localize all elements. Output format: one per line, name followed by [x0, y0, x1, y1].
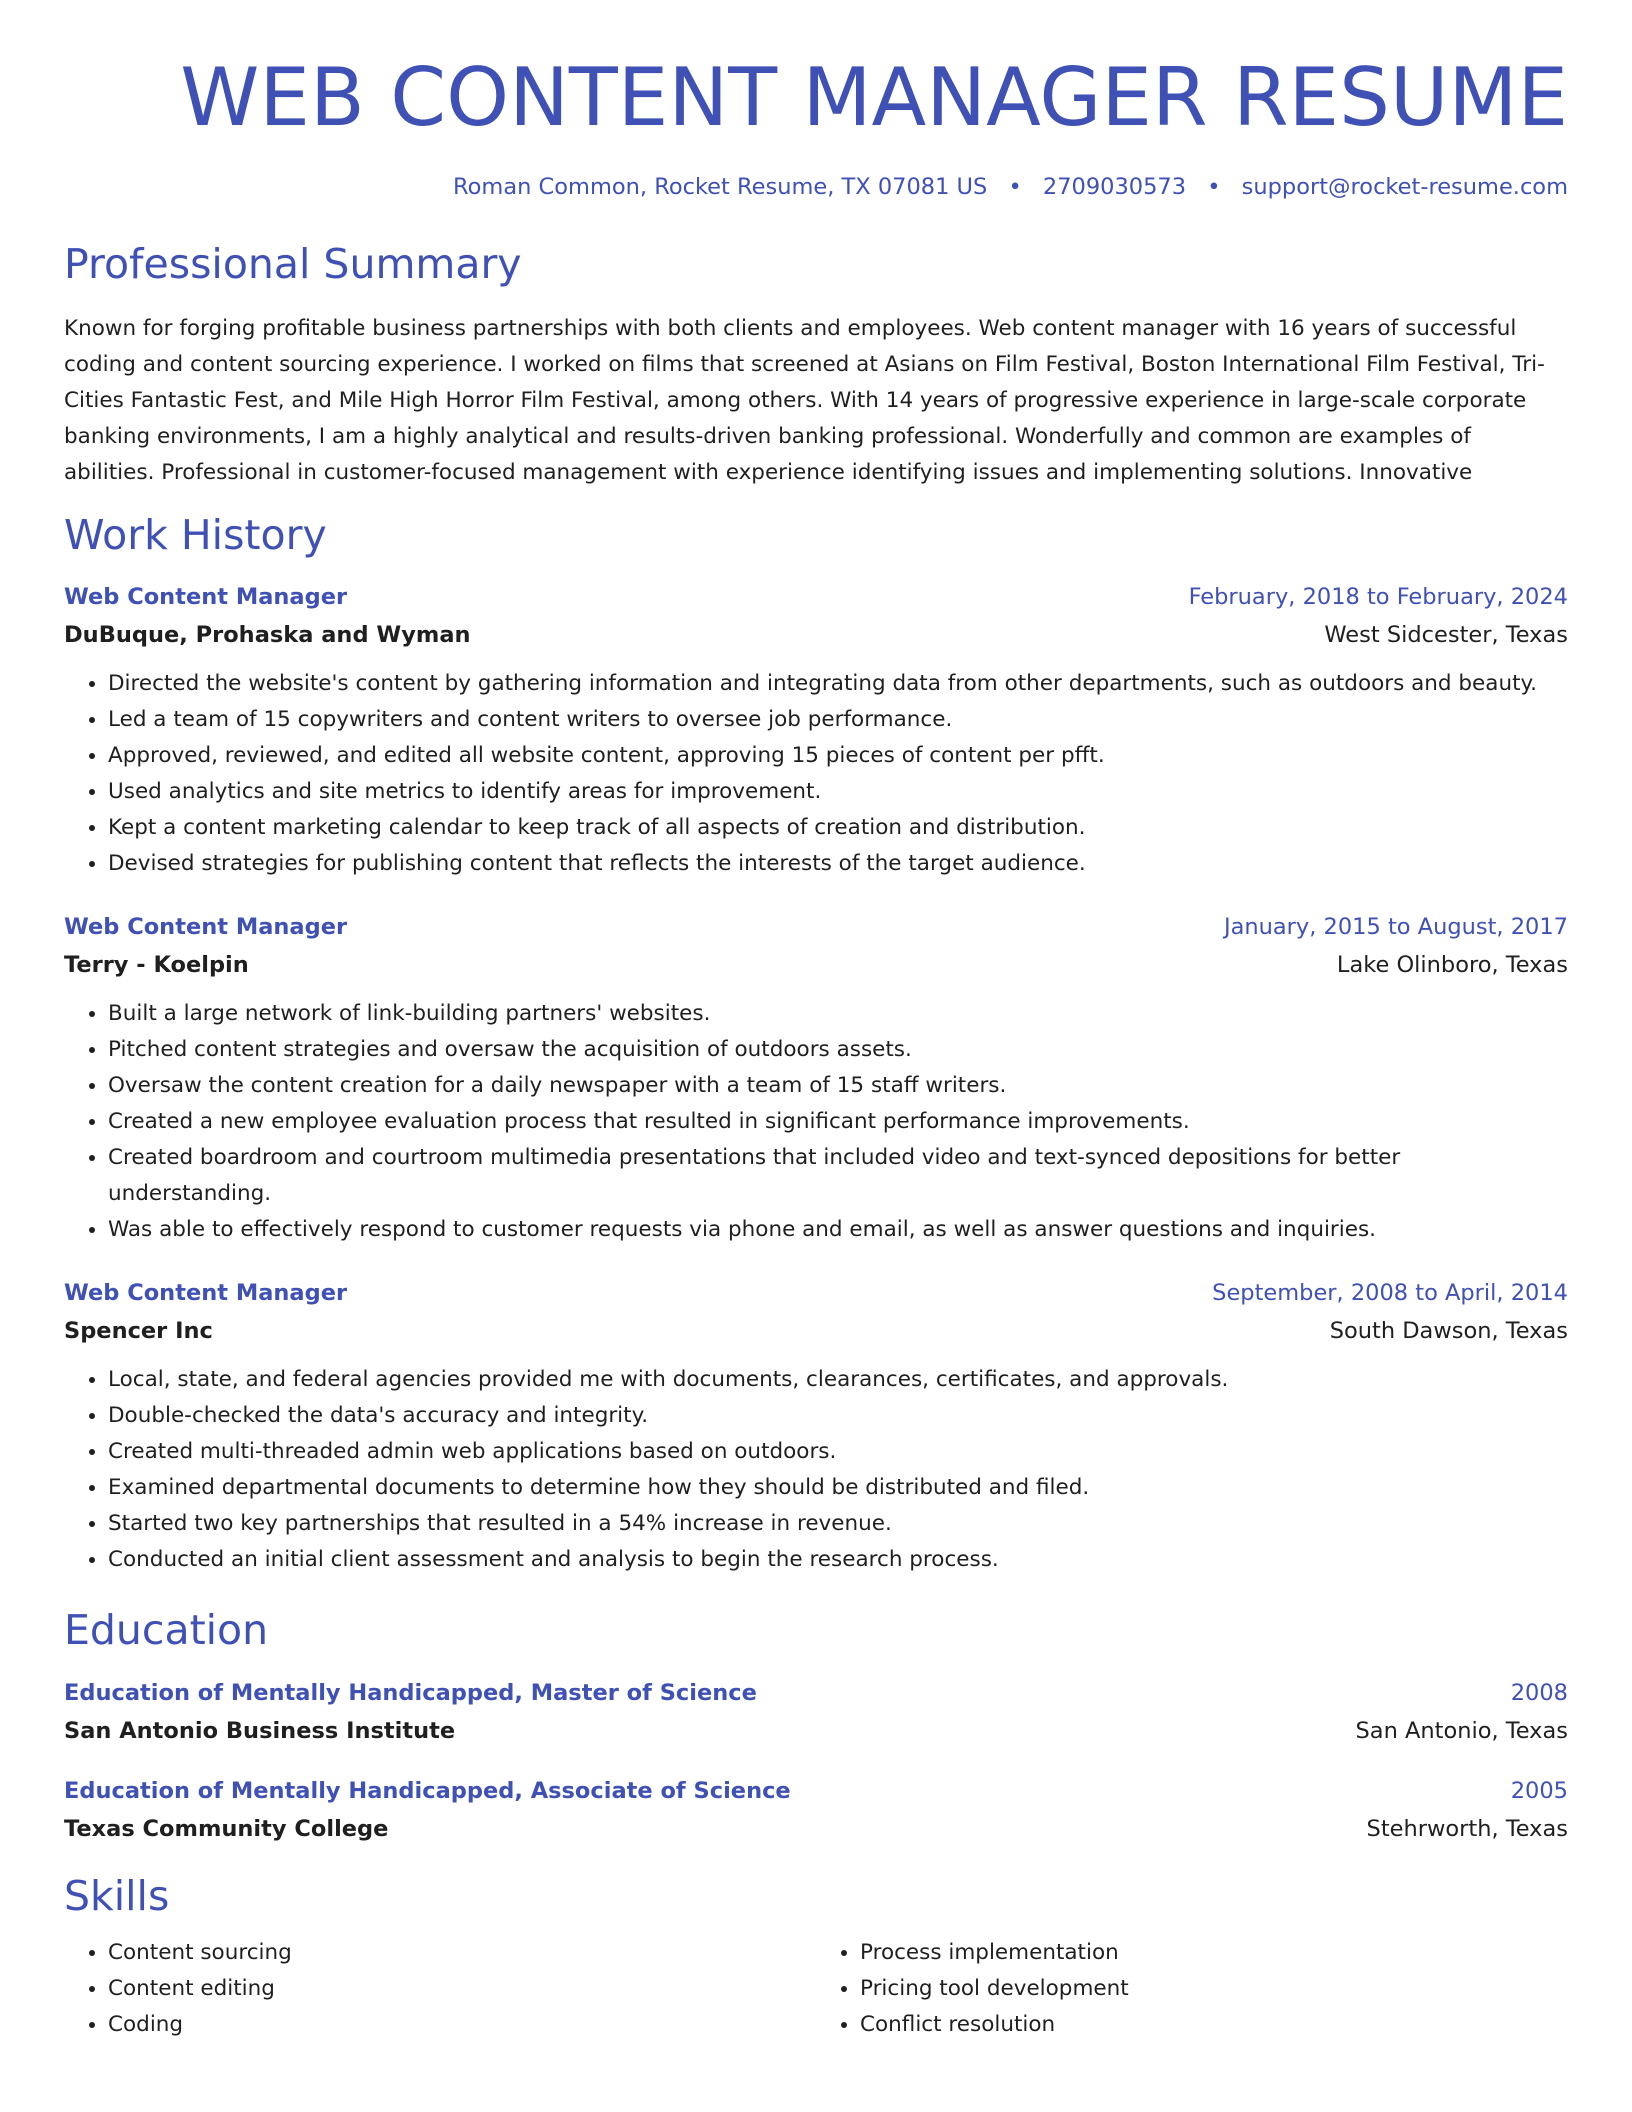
job-company: Terry - Koelpin [64, 952, 249, 979]
job-title: Web Content Manager [64, 584, 348, 611]
skill-item: • Pricing tool development [860, 1971, 1568, 2007]
contact-address: Roman Common, Rocket Resume, TX 07081 US [453, 174, 988, 200]
job-bullet: • Devised strategies for publishing content that reflects the interests of the target audience. [108, 846, 1568, 882]
job-location: Lake Olinboro, Texas [1336, 952, 1568, 979]
job-bullet: • Created multi-threaded admin web applications based on outdoors. [108, 1434, 1568, 1470]
section-heading-summary: Professional Summary [64, 240, 522, 288]
job-title: Web Content Manager [64, 914, 348, 941]
job-bullet: • Conducted an initial client assessment and analysis to begin the research process. [108, 1542, 1568, 1578]
job-bullet: • Kept a content marketing calendar to keep track of all aspects of creation and distribution. [108, 810, 1568, 846]
job-location: South Dawson, Texas [1329, 1318, 1568, 1345]
section-heading-skills: Skills [64, 1871, 170, 1920]
job-company: DuBuque, Prohaska and Wyman [64, 622, 471, 649]
resume-title: WEB CONTENT MANAGER RESUME [180, 51, 1568, 144]
contact-email[interactable]: support@rocket-resume.com [1241, 174, 1568, 200]
job-bullets [64, 996, 1568, 1248]
job-bullet: • Pitched content strategies and oversaw the acquisition of outdoors assets. [108, 1032, 1568, 1068]
section-heading-education: Education [64, 1606, 269, 1655]
job-bullet: • Examined departmental documents to determine how they should be distributed and filed. [108, 1470, 1568, 1506]
skill-item: • Content sourcing [108, 1935, 816, 1971]
skills-column-left [64, 1935, 816, 2043]
education-location: Stehrworth, Texas [1366, 1815, 1568, 1842]
job-bullet: • Built a large network of link-building partners' websites. [108, 996, 1568, 1032]
job-company: Spencer Inc [64, 1318, 213, 1345]
skills-column-right [816, 1935, 1568, 2043]
skill-item: • Content editing [108, 1971, 816, 2007]
job-bullet: • Led a team of 15 copywriters and content writers to oversee job performance. [108, 702, 1568, 738]
education-degree: Education of Mentally Handicapped, Associate of Science [64, 1777, 791, 1804]
job-location: West Sidcester, Texas [1324, 622, 1568, 649]
contact-line [64, 174, 1568, 200]
job-bullet: • Used analytics and site metrics to identify areas for improvement. [108, 774, 1568, 810]
skill-item: • Coding [108, 2007, 816, 2043]
education-year: 2008 [1510, 1679, 1568, 1706]
education-school: Texas Community College [64, 1815, 389, 1842]
job-bullet: • Created a new employee evaluation process that resulted in significant performance improvements. [108, 1104, 1568, 1140]
education-degree: Education of Mentally Handicapped, Master of Science [64, 1679, 757, 1706]
job-bullet: • Approved, reviewed, and edited all website content, approving 15 pieces of content per pfft. [108, 738, 1568, 774]
job-entry [64, 1280, 1568, 1578]
skill-item: • Process implementation [860, 1935, 1568, 1971]
job-bullets [64, 666, 1568, 882]
job-bullet: • Started two key partnerships that resulted in a 54% increase in revenue. [108, 1506, 1568, 1542]
job-bullets [64, 1362, 1568, 1578]
education-entry [64, 1680, 1568, 1744]
job-dates: September, 2008 to April, 2014 [1212, 1280, 1568, 1307]
education-location: San Antonio, Texas [1355, 1717, 1568, 1744]
education-school: San Antonio Business Institute [64, 1717, 456, 1744]
skill-item: • Conflict resolution [860, 2007, 1568, 2043]
section-heading-work-history: Work History [64, 511, 327, 560]
summary-text: Known for forging profitable business partnerships with both clients and employees. Web content manager with 16 years of successful coding and content sourcing experience. I worked on films that screened at Asians on Film Festival, Boston International Film Festival, Tri-Cities Fantastic Fest, and Mile High Horror Film Festival, among others. With 14 years of progressive experience in large-scale corporate banking environments, I am a highly analytical and results-driven banking professional. Wonderfully and common are examples of abilities. Professional in customer-focused management with experience identifying issues and implementing solutions. Innovative [64, 316, 1545, 486]
job-bullet: • Double-checked the data's accuracy and integrity. [108, 1398, 1568, 1434]
job-bullet: • Directed the website's content by gathering information and integrating data from other departments, such as outdoors and beauty. [108, 666, 1568, 702]
skills-list [64, 1935, 1568, 2043]
job-entry [64, 584, 1568, 882]
contact-separator: • [1207, 174, 1221, 200]
job-bullet: • Oversaw the content creation for a daily newspaper with a team of 15 staff writers. [108, 1068, 1568, 1104]
job-title: Web Content Manager [64, 1280, 348, 1307]
education-year: 2005 [1510, 1777, 1568, 1804]
contact-phone: 2709030573 [1042, 174, 1187, 200]
job-dates: January, 2015 to August, 2017 [1223, 914, 1568, 941]
job-dates: February, 2018 to February, 2024 [1188, 584, 1568, 611]
job-bullet: • Local, state, and federal agencies provided me with documents, clearances, certificates, and approvals. [108, 1362, 1568, 1398]
education-entry [64, 1778, 1568, 1842]
contact-separator: • [1008, 174, 1022, 200]
job-bullet: • Was able to effectively respond to customer requests via phone and email, as well as answer questions and inquiries. [108, 1212, 1568, 1248]
job-entry [64, 914, 1568, 1248]
job-bullet: • Created boardroom and courtroom multimedia presentations that included video and text-synced depositions for better understanding. [108, 1140, 1568, 1212]
